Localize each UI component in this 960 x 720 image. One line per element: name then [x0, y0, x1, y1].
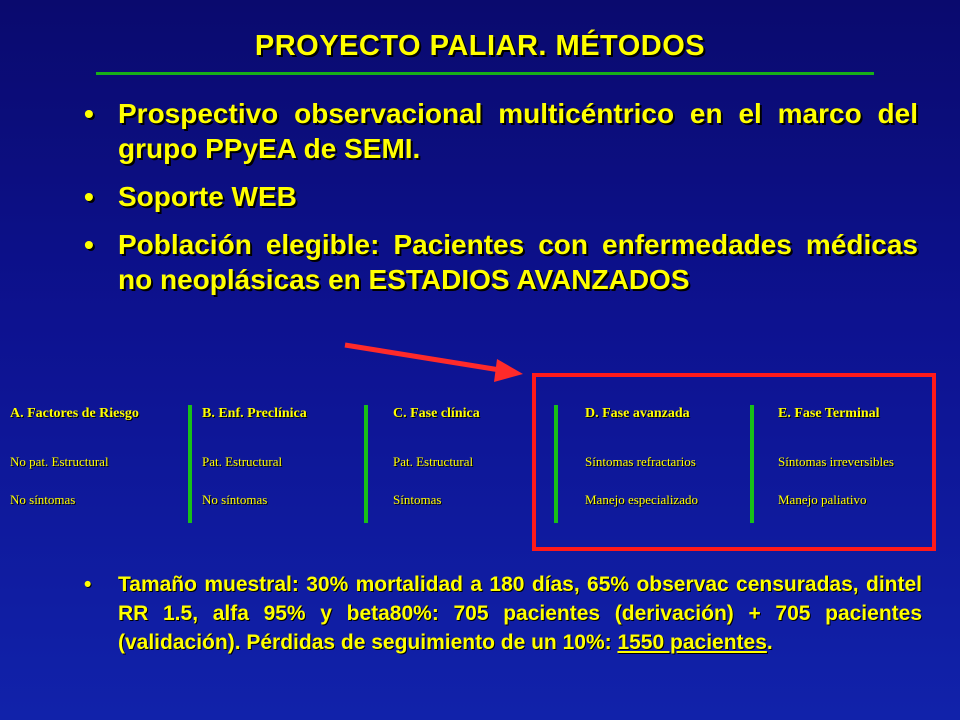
stage-row-pathology: Pat. Estructural	[393, 454, 474, 469]
stage-separator	[554, 405, 558, 523]
stage-clinical	[393, 406, 581, 507]
stage-row-symptoms: No síntomas	[10, 492, 76, 507]
bullet-text: Soporte WEB	[118, 181, 297, 212]
stage-row-symptoms: Síntomas irreversibles	[778, 454, 894, 469]
stage-terminal	[778, 406, 960, 507]
bullet-text: Población elegible: Pacientes con enfermedades médicas no neoplásicas en ESTADIOS AVANZADOS	[118, 229, 918, 295]
sample-size-text: Tamaño muestral: 30% mortalidad a 180 días, 65% observac censuradas, dintel RR 1.5, alfa 95% y beta80%: 705 pacientes (derivación) + 705 pacientes (validación). Pérdidas de seguimiento de un 10%:	[118, 573, 922, 654]
stage-risk-factors	[10, 406, 198, 507]
stage-row-pathology: Pat. Estructural	[202, 454, 283, 469]
stage-row-pathology: No pat. Estructural	[10, 454, 109, 469]
stage-row-symptoms: No síntomas	[202, 492, 268, 507]
stage-header: C. Fase clínica	[393, 406, 480, 421]
stage-separator	[364, 405, 368, 523]
bullet-icon: •	[84, 181, 94, 212]
stage-row-management: Manejo paliativo	[778, 492, 867, 507]
bullet-item-sample-size	[80, 570, 922, 657]
sample-size-end: .	[766, 631, 773, 654]
stage-header: A. Factores de Riesgo	[10, 406, 139, 421]
slide-title: PROYECTO PALIAR. MÉTODOS	[254, 30, 706, 62]
bullet-icon: •	[84, 98, 94, 129]
stage-row-symptoms: Síntomas	[393, 492, 442, 507]
stage-separator	[188, 405, 192, 523]
stage-advanced	[585, 406, 773, 507]
stage-row-management: Manejo especializado	[585, 492, 698, 507]
stage-header: B. Enf. Preclínica	[202, 406, 307, 421]
sample-size-bullet-list	[80, 570, 922, 657]
stage-row-symptoms: Síntomas refractarios	[585, 454, 696, 469]
bullet-text: Prospectivo observacional multicéntrico en el marco del grupo PPyEA de SEMI.	[118, 98, 918, 164]
stage-separator	[750, 405, 754, 523]
bullet-icon: •	[84, 573, 92, 596]
stage-header: D. Fase avanzada	[585, 406, 690, 421]
stage-header: E. Fase Terminal	[778, 406, 880, 421]
sample-size-total: 1550 pacientes	[617, 631, 767, 654]
bullet-icon: •	[84, 229, 94, 260]
stage-preclinical	[202, 406, 390, 507]
